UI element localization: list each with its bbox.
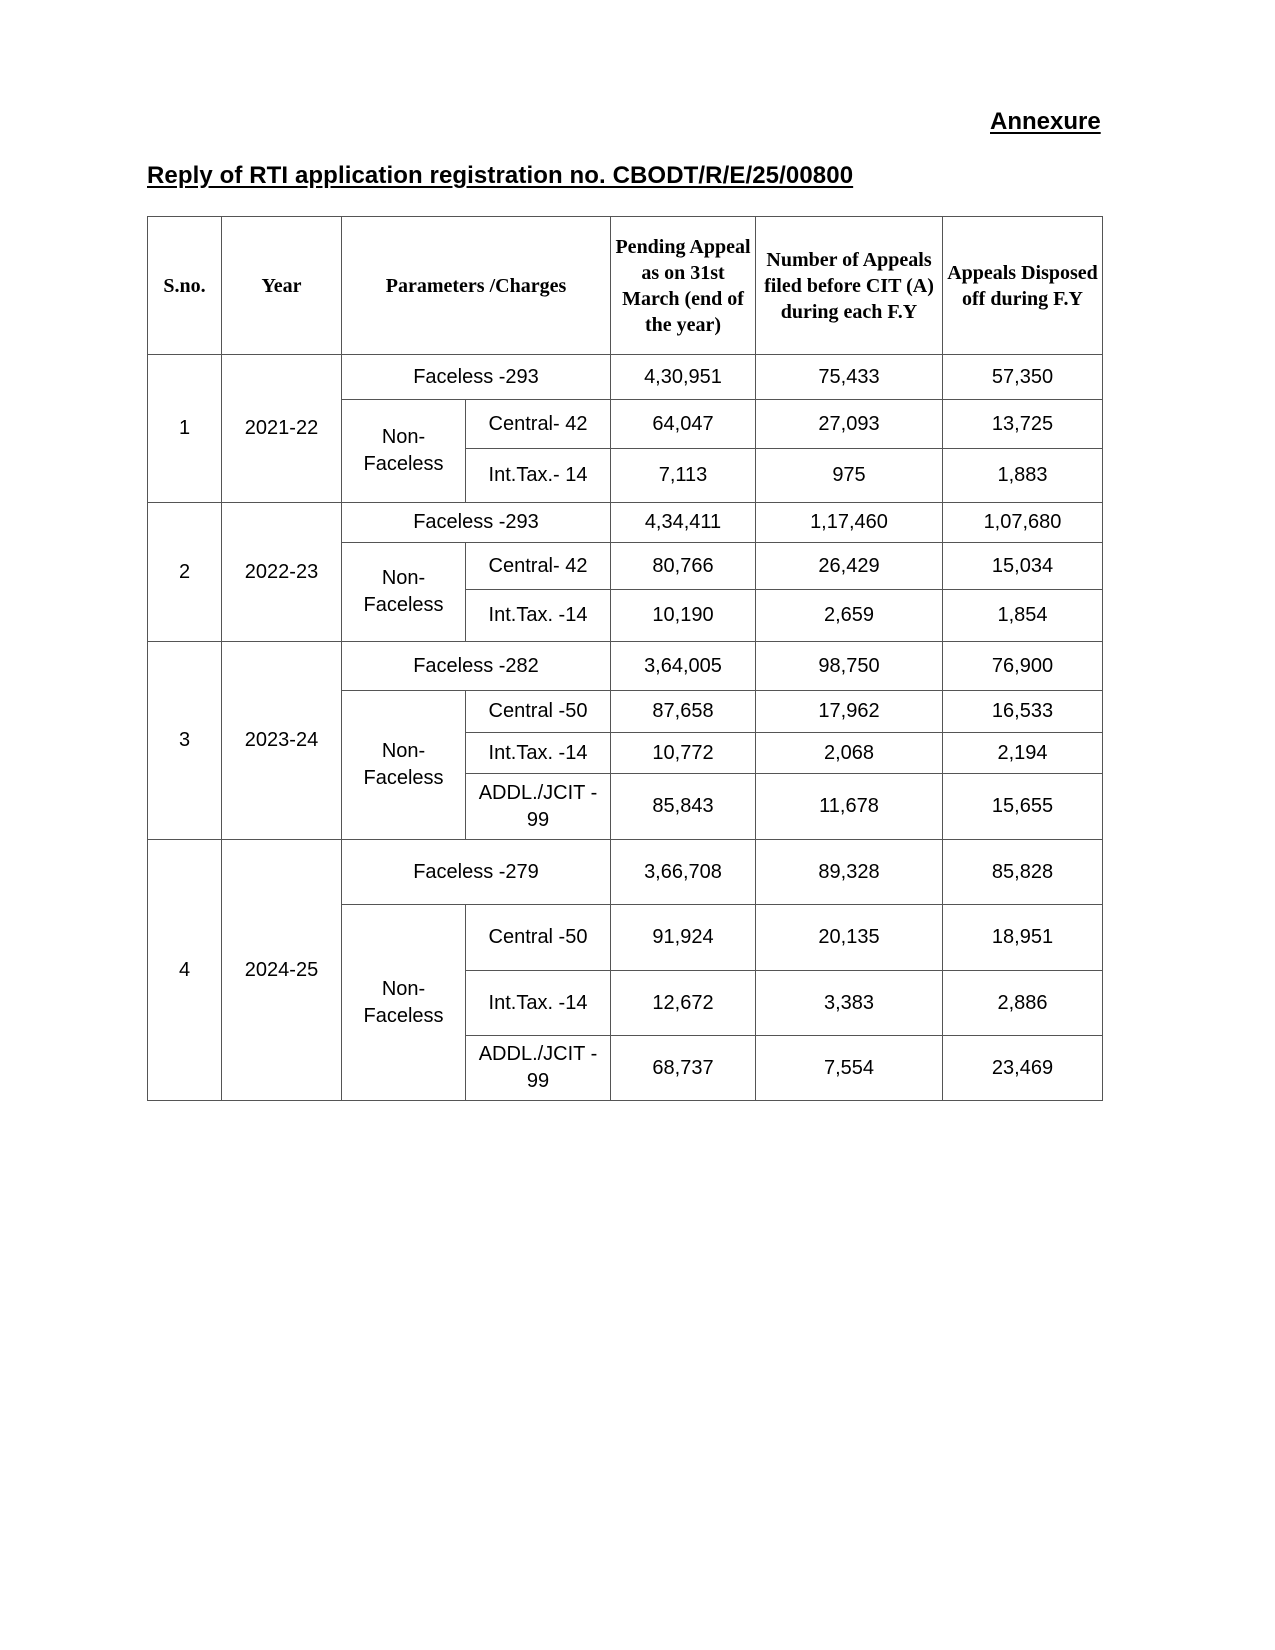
charge-label: Int.Tax. -14 xyxy=(466,590,611,642)
sno-cell: 3 xyxy=(148,642,222,840)
header-row xyxy=(148,217,1103,355)
disposed-cell: 85,828 xyxy=(943,840,1103,905)
disposed-cell: 1,854 xyxy=(943,590,1103,642)
sno-cell: 1 xyxy=(148,355,222,503)
filed-cell: 17,962 xyxy=(756,691,943,733)
pending-cell: 12,672 xyxy=(611,971,756,1036)
charge-label: Central- 42 xyxy=(466,400,611,449)
header-filed: Number of Appeals filed before CIT (A) during each F.Y xyxy=(756,217,943,355)
document-title: Reply of RTI application registration no. CBODT/R/E/25/00800 xyxy=(147,162,854,189)
year-cell: 2021-22 xyxy=(222,355,342,503)
filed-cell: 98,750 xyxy=(756,642,943,691)
filed-cell: 75,433 xyxy=(756,355,943,400)
year-cell: 2023-24 xyxy=(222,642,342,840)
appeals-table xyxy=(147,216,1103,1101)
filed-cell: 2,659 xyxy=(756,590,943,642)
table-row xyxy=(148,503,1103,543)
pending-cell: 4,34,411 xyxy=(611,503,756,543)
table-row xyxy=(148,355,1103,400)
header-parameters: Parameters /Charges xyxy=(342,217,611,355)
filed-cell: 20,135 xyxy=(756,905,943,971)
filed-cell: 11,678 xyxy=(756,774,943,840)
filed-cell: 975 xyxy=(756,449,943,503)
header-year: Year xyxy=(222,217,342,355)
header-sno: S.no. xyxy=(148,217,222,355)
faceless-label: Faceless -293 xyxy=(342,503,611,543)
sno-cell: 2 xyxy=(148,503,222,642)
table-row xyxy=(148,642,1103,691)
filed-cell: 89,328 xyxy=(756,840,943,905)
pending-cell: 85,843 xyxy=(611,774,756,840)
charge-label: Int.Tax.- 14 xyxy=(466,449,611,503)
pending-cell: 68,737 xyxy=(611,1036,756,1101)
year-cell: 2022-23 xyxy=(222,503,342,642)
header-disposed: Appeals Disposed off during F.Y xyxy=(943,217,1103,355)
filed-cell: 1,17,460 xyxy=(756,503,943,543)
charge-label: Central -50 xyxy=(466,691,611,733)
disposed-cell: 15,034 xyxy=(943,543,1103,590)
non-faceless-label: Non-Faceless xyxy=(342,400,466,503)
filed-cell: 27,093 xyxy=(756,400,943,449)
charge-label: Int.Tax. -14 xyxy=(466,971,611,1036)
disposed-cell: 18,951 xyxy=(943,905,1103,971)
non-faceless-label: Non-Faceless xyxy=(342,543,466,642)
disposed-cell: 16,533 xyxy=(943,691,1103,733)
faceless-label: Faceless -279 xyxy=(342,840,611,905)
filed-cell: 3,383 xyxy=(756,971,943,1036)
faceless-label: Faceless -282 xyxy=(342,642,611,691)
non-faceless-label: Non-Faceless xyxy=(342,905,466,1101)
non-faceless-label: Non-Faceless xyxy=(342,691,466,840)
disposed-cell: 1,07,680 xyxy=(943,503,1103,543)
pending-cell: 4,30,951 xyxy=(611,355,756,400)
charge-label: ADDL./JCIT - 99 xyxy=(466,774,611,840)
charge-label: Central -50 xyxy=(466,905,611,971)
disposed-cell: 15,655 xyxy=(943,774,1103,840)
sno-cell: 4 xyxy=(148,840,222,1101)
filed-cell: 26,429 xyxy=(756,543,943,590)
disposed-cell: 13,725 xyxy=(943,400,1103,449)
pending-cell: 87,658 xyxy=(611,691,756,733)
pending-cell: 7,113 xyxy=(611,449,756,503)
filed-cell: 2,068 xyxy=(756,733,943,774)
disposed-cell: 1,883 xyxy=(943,449,1103,503)
charge-label: ADDL./JCIT - 99 xyxy=(466,1036,611,1101)
pending-cell: 10,772 xyxy=(611,733,756,774)
year-cell: 2024-25 xyxy=(222,840,342,1101)
disposed-cell: 76,900 xyxy=(943,642,1103,691)
charge-label: Central- 42 xyxy=(466,543,611,590)
pending-cell: 10,190 xyxy=(611,590,756,642)
table-row xyxy=(148,840,1103,905)
filed-cell: 7,554 xyxy=(756,1036,943,1101)
pending-cell: 3,66,708 xyxy=(611,840,756,905)
pending-cell: 3,64,005 xyxy=(611,642,756,691)
annexure-label: Annexure xyxy=(990,108,1101,135)
disposed-cell: 57,350 xyxy=(943,355,1103,400)
faceless-label: Faceless -293 xyxy=(342,355,611,400)
pending-cell: 91,924 xyxy=(611,905,756,971)
disposed-cell: 23,469 xyxy=(943,1036,1103,1101)
pending-cell: 64,047 xyxy=(611,400,756,449)
charge-label: Int.Tax. -14 xyxy=(466,733,611,774)
pending-cell: 80,766 xyxy=(611,543,756,590)
disposed-cell: 2,886 xyxy=(943,971,1103,1036)
header-pending: Pending Appeal as on 31st March (end of the year) xyxy=(611,217,756,355)
disposed-cell: 2,194 xyxy=(943,733,1103,774)
